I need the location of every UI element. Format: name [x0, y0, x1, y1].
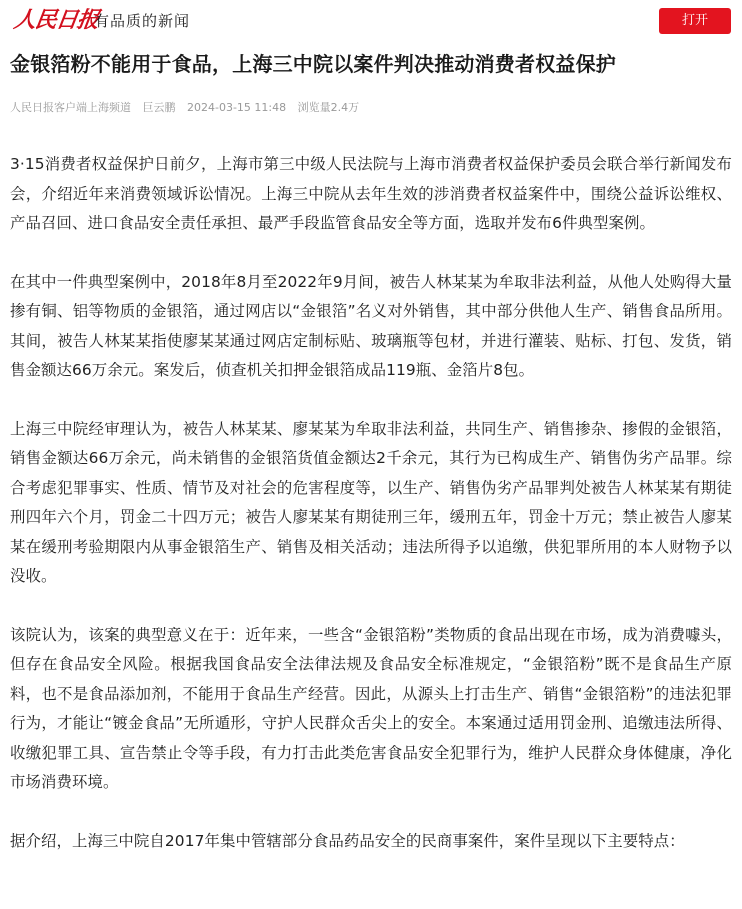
article-title: 金银箔粉不能用于食品，上海三中院以案件判决推动消费者权益保护	[10, 52, 616, 76]
meta-datetime: 2024-03-15 11:48	[187, 101, 287, 114]
logo-text: 人民日报	[12, 7, 100, 33]
meta-author: 巨云鹏	[142, 101, 176, 114]
slogan: 有品质的新闻	[94, 12, 191, 30]
article-body	[10, 150, 732, 885]
article-paragraph: 据介绍，上海三中院自2017年集中管辖部分食品药品安全的民商事案件，案件呈现以下主要特点：	[10, 831, 685, 850]
article-meta	[10, 100, 367, 116]
people-daily-logo[interactable]	[14, 6, 98, 34]
article-paragraph: 上海三中院经审理认为，被告人林某某、廖某某为牟取非法利益，共同生产、销售掺杂、掺假的金银箔，销售金额达66万余元，尚未销售的金银箔货值金额达2千余元，其行为已构成生产、销售伪劣产品罪。综合考虑犯罪事实、性质、情节及对社会的危害程度等，以生产、销售伪劣产品罪判处被告人林某某有期徒刑四年六个月，罚金二十四万元；被告人廖某某有期徒刑三年，缓刑五年，罚金十万元；禁止被告人廖某某在缓刑考验期限内从事金银箔生产、销售及相关活动；违法所得予以追缴，供犯罪所用的本人财物予以没收。	[10, 419, 732, 585]
article-paragraph: 该院认为，该案的典型意义在于：近年来，一些含“金银箔粉”类物质的食品出现在市场，成为消费噱头，但存在食品安全风险。根据我国食品安全法律法规及食品安全标准规定，“金银箔粉”既不是食品生产原料，也不是食品添加剂，不能用于食品生产经营。因此，从源头上打击生产、销售“金银箔粉”的违法犯罪行为，才能让“镀金食品”无所遁形，守护人民群众舌尖上的安全。本案通过适用罚金刑、追缴违法所得、收缴犯罪工具、宣告禁止令等手段，有力打击此类危害食品安全犯罪行为，维护人民群众身体健康，净化市场消费环境。	[10, 625, 732, 791]
open-app-button[interactable]: 打开	[659, 8, 731, 34]
article-paragraph: 3·15消费者权益保护日前夕，上海市第三中级人民法院与上海市消费者权益保护委员会联合举行新闻发布会，介绍近年来消费领域诉讼情况。上海三中院从去年生效的涉消费者权益案件中，围绕公益诉讼维权、产品召回、进口食品安全责任承担、最严手段监管食品安全等方面，选取并发布6件典型案例。	[10, 155, 732, 232]
meta-source: 人民日报客户端上海频道	[10, 101, 131, 114]
meta-views: 浏览量2.4万	[297, 101, 360, 114]
top-bar	[0, 0, 742, 40]
article-paragraph: 在其中一件典型案例中，2018年8月至2022年9月间，被告人林某某为牟取非法利益，从他人处购得大量掺有铜、铝等物质的金银箔，通过网店以“金银箔”名义对外销售，其中部分供他人生产、销售食品所用。其间，被告人林某某指使廖某某通过网店定制标贴、玻璃瓶等包材，并进行灌装、贴标、打包、发货，销售金额达66万余元。案发后，侦查机关扣押金银箔成品119瓶、金箔片8包。	[10, 272, 732, 379]
